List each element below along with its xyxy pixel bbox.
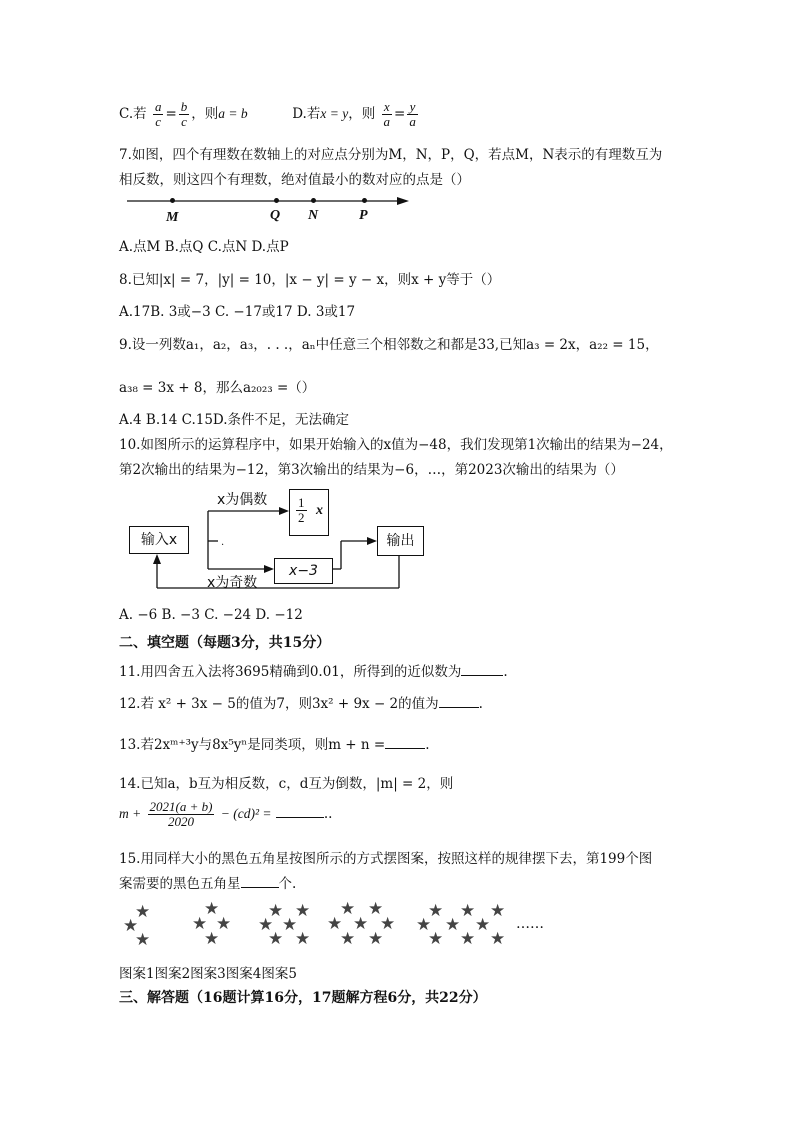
- arrow-right-icon: [397, 197, 409, 205]
- star-icon: ★: [282, 915, 298, 935]
- star-icon: ★: [368, 899, 384, 919]
- fraction-b-over-c: $\frac{b}{c}$: [180, 99, 188, 129]
- q10-stem-line1: 10.如图所示的运算程序中，如果开始输入的x值为−48，我们发现第1次输出的结果为−24，: [119, 437, 673, 453]
- q14-answer-blank[interactable]: [276, 817, 324, 818]
- star-icon: ★: [416, 915, 432, 935]
- star-icon: ★: [327, 914, 343, 934]
- q15-answer-blank[interactable]: [241, 887, 279, 888]
- point-n-label: N: [308, 208, 319, 223]
- star-icon: ★: [490, 901, 506, 921]
- star-icon: ★: [135, 902, 151, 922]
- q14-line1: 14.已知a，b互为相反数，c，d互为倒数，|m| = 2，则: [119, 776, 454, 792]
- even-label: x为偶数: [217, 492, 268, 508]
- point-p-dot: [362, 198, 367, 203]
- q14-expression: m + $\frac{2021(a + b)}{2020}$ − (cd)² = ..: [119, 799, 333, 829]
- point-q-dot: [274, 198, 279, 203]
- section-3-heading: 三、解答题（16题计算16分，17题解方程6分，共22分）: [119, 990, 487, 1006]
- input-box: 输入x: [129, 526, 189, 554]
- q12: 12.若 x² + 3x − 5的值为7，则3x² + 9x − 2的值为 .: [119, 696, 483, 712]
- star-icon: ★: [490, 929, 506, 949]
- star-icon: ★: [192, 914, 208, 934]
- number-line-figure: [125, 192, 410, 228]
- q7-options: A.点M B.点Q C.点N D.点P: [119, 239, 289, 255]
- star-icon: ★: [123, 916, 139, 936]
- point-m-dot: [170, 198, 175, 203]
- star-icon: ★: [295, 929, 311, 949]
- star-icon: ★: [353, 914, 369, 934]
- star-icon: ★: [460, 929, 476, 949]
- q9-stem-line2: a₃₈ = 3x + 8，那么a₂₀₂₃ =（）: [119, 380, 316, 396]
- q9-stem-line1: 9.设一列数a₁，a₂，a₃，. . .，aₙ中任意三个相邻数之和都是33,已知a₃ = 2x，a₂₂ = 15，: [119, 337, 659, 353]
- star-icon: ★: [340, 899, 356, 919]
- q13: 13.若2xᵐ⁺³y与8x⁵yⁿ是同类项，则m + n = .: [119, 737, 430, 753]
- star-icon: ★: [258, 915, 274, 935]
- point-q-label: Q: [270, 208, 281, 223]
- point-m-label: M: [166, 210, 179, 225]
- star-icon: ★: [445, 915, 461, 935]
- number-line-axis: [125, 194, 410, 208]
- star-icon: ★: [340, 929, 356, 949]
- continuation-dots: ……: [516, 916, 544, 932]
- minus-three-box: x−3: [274, 558, 333, 584]
- q9-options: A.4 B.14 C.15D.条件不足，无法确定: [119, 412, 350, 428]
- fraction-y-over-a: $\frac{y}{a}$: [409, 99, 416, 129]
- q15-line2: 案需要的黑色五角星 个.: [119, 876, 297, 892]
- q11: 11.用四舍五入法将3695精确到0.01，所得到的近似数为 .: [119, 664, 508, 680]
- q8-stem: 8.已知|x| = 7，|y| = 10，|x − y| = y − x，则x + y等于（）: [119, 272, 501, 288]
- star-icon: ★: [428, 929, 444, 949]
- star-patterns: [120, 900, 560, 950]
- q7-stem-line1: 7.如图，四个有理数在数轴上的对应点分别为M，N，P，Q，若点M，N表示的有理数互为: [119, 147, 663, 163]
- star-icon: ★: [135, 930, 151, 950]
- star-icon: ★: [380, 914, 396, 934]
- star-icon: ★: [368, 929, 384, 949]
- q13-answer-blank[interactable]: [385, 748, 425, 749]
- star-pattern-captions: 图案1图案2图案3图案4图案5: [119, 966, 297, 982]
- odd-label: x为奇数: [207, 575, 258, 591]
- fraction-one-half: $\frac{1}{2}$: [298, 495, 305, 525]
- q11-answer-blank[interactable]: [461, 675, 503, 676]
- star-icon: ★: [428, 901, 444, 921]
- star-icon: ★: [268, 929, 284, 949]
- star-icon: ★: [460, 901, 476, 921]
- q15-line1: 15.用同样大小的黑色五角星按图所示的方式摆图案，按照这样的规律摆下去，第199个图: [119, 851, 653, 867]
- star-icon: ★: [204, 899, 220, 919]
- point-p-label: P: [359, 208, 368, 223]
- q10-options: A. −6 B. −3 C. −24 D. −12: [119, 607, 303, 623]
- q6-options: C.若 $\frac{a}{c}$ = $\frac{b}{c}$ ，则a = b D.若x = y，则 $\frac{x}{a}$ = $\frac{y}{a}$: [119, 99, 416, 129]
- q12-answer-blank[interactable]: [439, 707, 479, 708]
- output-box: 输出: [377, 526, 424, 556]
- flowchart: [125, 484, 445, 599]
- star-icon: ★: [204, 929, 220, 949]
- section-2-heading: 二、填空题（每题3分，共15分）: [119, 635, 331, 651]
- point-n-dot: [311, 198, 316, 203]
- star-icon: ★: [268, 901, 284, 921]
- q8-options: A.17B. 3或−3 C. −17或17 D. 3或17: [119, 304, 356, 320]
- fraction-a-over-c: $\frac{a}{c}$: [154, 99, 162, 129]
- q10-stem-line2: 第2次输出的结果为−12，第3次输出的结果为−6，…，第2023次输出的结果为（）: [119, 462, 624, 478]
- q7-stem-line2: 相反数，则这四个有理数，绝对值最小的数对应的点是（）: [119, 172, 470, 188]
- star-icon: ★: [475, 915, 491, 935]
- svg-text:.: .: [221, 537, 225, 548]
- star-icon: ★: [295, 901, 311, 921]
- fraction-2021-over-2020: $\frac{2021(a + b)}{2020}$: [149, 799, 213, 829]
- half-box: $\frac{1}{2}$ x: [289, 489, 329, 536]
- star-icon: ★: [216, 914, 232, 934]
- fraction-x-over-a: $\frac{x}{a}$: [383, 99, 390, 129]
